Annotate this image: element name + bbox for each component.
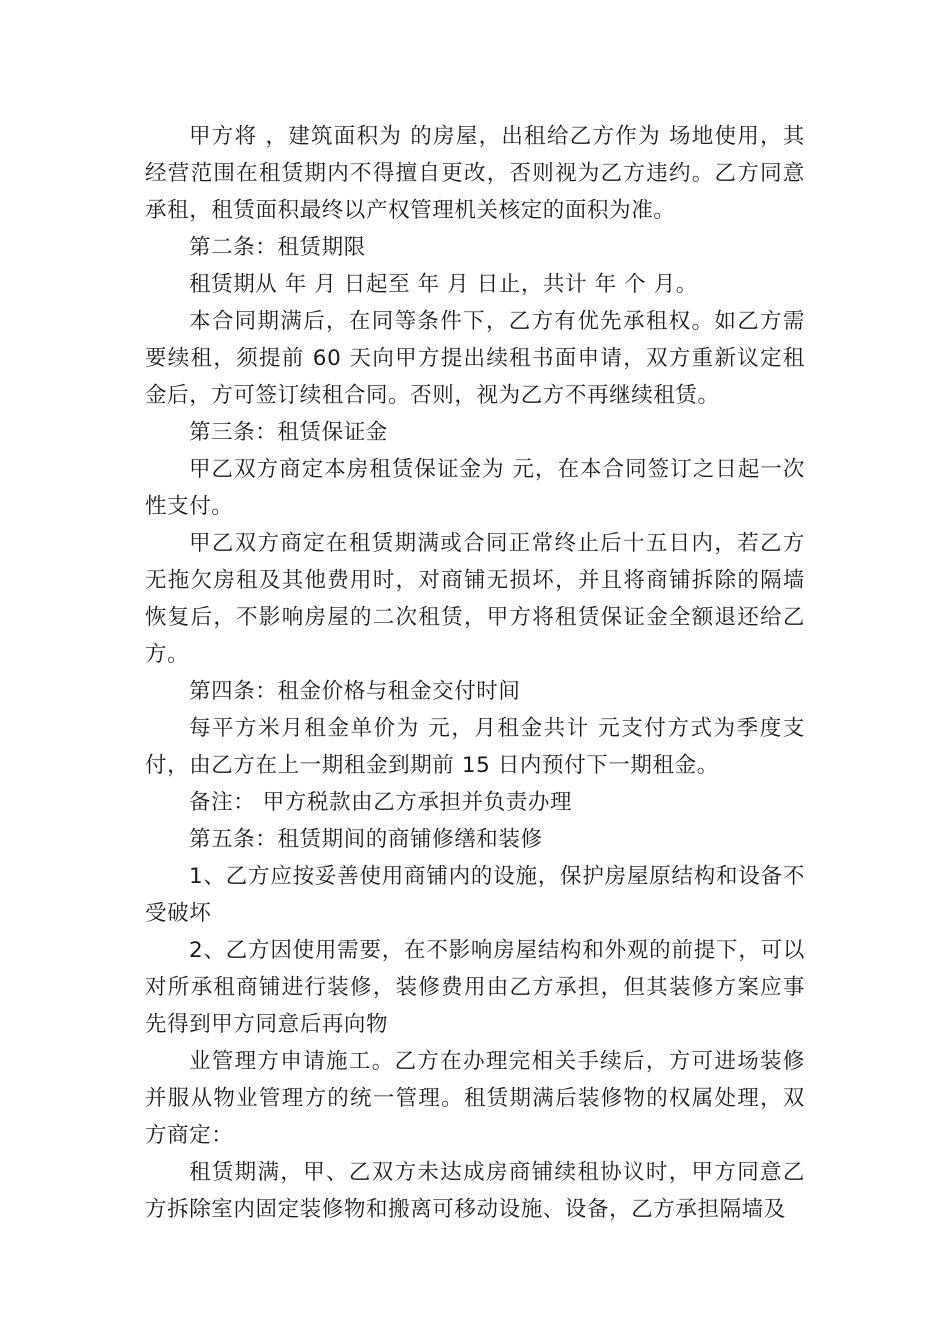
- heading-article-4: 第四条：租金价格与租金交付时间: [189, 679, 521, 704]
- heading-article-3: 第三条：租赁保证金: [189, 420, 388, 445]
- paragraph-item-2-continued: 业管理方申请施工。乙方在办理完相关手续后，方可进场装修并服从物业管理方的统一管理。租赁期满后装修物的权属处理，双方商定：: [145, 1049, 805, 1148]
- paragraph-rent-payment: 每平方米月租金单价为 元，月租金共计 元支付方式为季度支付，由乙方在上一期租金到期前 15 日内预付下一期租金。: [145, 716, 805, 778]
- paragraph-deposit-refund: 甲乙双方商定在租赁期满或合同正常终止后十五日内，若乙方无拖欠房租及其他费用时，对商铺无损坏，并且将商铺拆除的隔墙恢复后，不影响房屋的二次租赁，甲方将租赁保证金全额退还给乙方。: [145, 531, 805, 667]
- paragraph-lease-expiry: 租赁期满，甲、乙双方未达成房商铺续租协议时，甲方同意乙方拆除室内固定装修物和搬离可移动设施、设备，乙方承担隔墙及: [145, 1160, 805, 1222]
- heading-article-5: 第五条：租赁期间的商铺修缮和装修: [189, 827, 543, 852]
- paragraph-lease-term: 租赁期从 年 月 日起至 年 月 日止，共计 年 个 月。: [189, 272, 698, 297]
- heading-article-2: 第二条：租赁期限: [189, 235, 366, 260]
- paragraph-item-2: 2、乙方因使用需要，在不影响房屋结构和外观的前提下，可以对所承租商铺进行装修，装修费用由乙方承担，但其装修方案应事先得到甲方同意后再向物: [145, 938, 805, 1037]
- paragraph-item-1: 1、乙方应按妥善使用商铺内的设施，保护房屋原结构和设备不受破坏: [145, 864, 805, 926]
- document-body: [145, 118, 805, 1228]
- paragraph-renewal: 本合同期满后，在同等条件下，乙方有优先承租权。如乙方需要续租，须提前 60 天向甲方提出续租书面申请，双方重新议定租金后，方可签订续租合同。否则，视为乙方不再继续租赁。: [145, 309, 805, 408]
- paragraph-remark: 备注： 甲方税款由乙方承担并负责办理: [189, 790, 573, 815]
- paragraph-deposit-amount: 甲乙双方商定本房租赁保证金为 元，在本合同签订之日起一次性支付。: [145, 457, 805, 519]
- paragraph-lease-premises: 甲方将 ，建筑面积为 的房屋，出租给乙方作为 场地使用，其经营范围在租赁期内不得擅自更改，否则视为乙方违约。乙方同意承租，租赁面积最终以产权管理机关核定的面积为准。: [145, 124, 805, 223]
